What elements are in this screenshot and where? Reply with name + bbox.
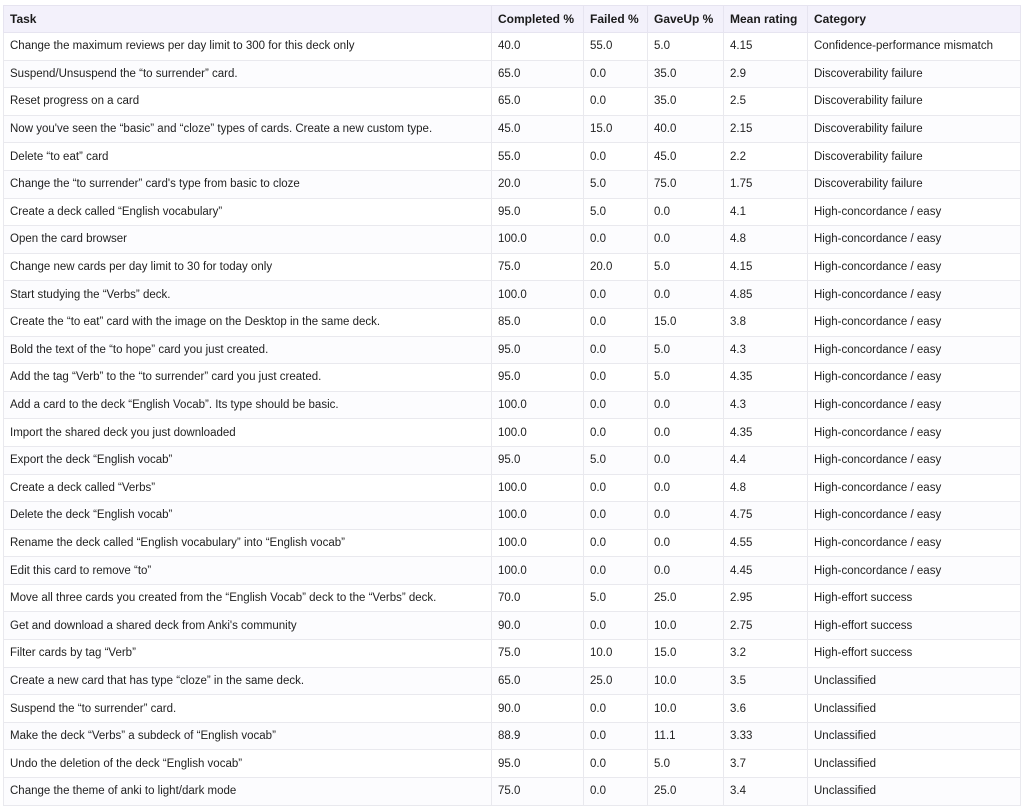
cell-completed: 75.0 [492,253,584,281]
cell-task: Create a deck called “English vocabulary” [4,198,492,226]
cell-failed: 0.0 [584,695,648,723]
table-row [4,281,1021,309]
cell-mean-rating: 2.2 [724,143,808,171]
cell-task: Reset progress on a card [4,88,492,116]
cell-category: Discoverability failure [808,88,1021,116]
header-category: Category [808,6,1021,33]
cell-mean-rating: 2.9 [724,60,808,88]
table-row [4,391,1021,419]
cell-mean-rating: 3.5 [724,667,808,695]
table-row [4,364,1021,392]
table-row [4,170,1021,198]
table-row [4,419,1021,447]
cell-gaveup: 5.0 [648,364,724,392]
table-row [4,115,1021,143]
table-body [4,33,1021,806]
cell-mean-rating: 4.55 [724,529,808,557]
cell-category: High-concordance / easy [808,474,1021,502]
cell-failed: 15.0 [584,115,648,143]
cell-failed: 0.0 [584,336,648,364]
cell-task: Change new cards per day limit to 30 for today only [4,253,492,281]
cell-task: Delete “to eat” card [4,143,492,171]
task-results-table [3,5,1021,806]
cell-failed: 25.0 [584,667,648,695]
header-failed: Failed % [584,6,648,33]
table-row [4,198,1021,226]
cell-category: High-effort success [808,640,1021,668]
table-row [4,778,1021,806]
cell-completed: 100.0 [492,419,584,447]
cell-failed: 55.0 [584,33,648,61]
cell-task: Bold the text of the “to hope” card you just created. [4,336,492,364]
cell-gaveup: 0.0 [648,557,724,585]
cell-task: Import the shared deck you just downloaded [4,419,492,447]
cell-completed: 95.0 [492,198,584,226]
cell-mean-rating: 3.4 [724,778,808,806]
cell-gaveup: 10.0 [648,612,724,640]
cell-task: Filter cards by tag “Verb” [4,640,492,668]
cell-gaveup: 10.0 [648,667,724,695]
cell-failed: 0.0 [584,612,648,640]
cell-failed: 0.0 [584,722,648,750]
cell-failed: 0.0 [584,502,648,530]
cell-category: High-concordance / easy [808,364,1021,392]
cell-failed: 0.0 [584,474,648,502]
cell-category: High-concordance / easy [808,308,1021,336]
cell-failed: 5.0 [584,170,648,198]
cell-completed: 100.0 [492,474,584,502]
cell-gaveup: 15.0 [648,308,724,336]
cell-mean-rating: 4.15 [724,33,808,61]
cell-mean-rating: 4.35 [724,364,808,392]
table-row [4,722,1021,750]
cell-failed: 0.0 [584,529,648,557]
table-row [4,143,1021,171]
cell-mean-rating: 2.75 [724,612,808,640]
cell-category: High-concordance / easy [808,502,1021,530]
cell-completed: 45.0 [492,115,584,143]
cell-gaveup: 0.0 [648,474,724,502]
cell-category: High-concordance / easy [808,557,1021,585]
cell-mean-rating: 4.75 [724,502,808,530]
cell-mean-rating: 4.15 [724,253,808,281]
cell-task: Change the maximum reviews per day limit to 300 for this deck only [4,33,492,61]
cell-task: Export the deck “English vocab” [4,446,492,474]
cell-task: Create a deck called “Verbs” [4,474,492,502]
cell-gaveup: 0.0 [648,419,724,447]
cell-failed: 0.0 [584,226,648,254]
cell-mean-rating: 4.45 [724,557,808,585]
cell-failed: 5.0 [584,584,648,612]
cell-failed: 20.0 [584,253,648,281]
table-row [4,640,1021,668]
cell-category: High-concordance / easy [808,226,1021,254]
header-row [4,6,1021,33]
cell-category: Discoverability failure [808,143,1021,171]
cell-mean-rating: 2.15 [724,115,808,143]
cell-mean-rating: 4.4 [724,446,808,474]
table-row [4,33,1021,61]
cell-failed: 10.0 [584,640,648,668]
cell-task: Edit this card to remove “to” [4,557,492,585]
cell-mean-rating: 3.7 [724,750,808,778]
cell-failed: 5.0 [584,198,648,226]
cell-completed: 75.0 [492,640,584,668]
cell-mean-rating: 2.95 [724,584,808,612]
cell-gaveup: 0.0 [648,391,724,419]
cell-task: Suspend/Unsuspend the “to surrender” card. [4,60,492,88]
cell-completed: 70.0 [492,584,584,612]
cell-category: High-concordance / easy [808,281,1021,309]
cell-mean-rating: 2.5 [724,88,808,116]
cell-mean-rating: 4.3 [724,336,808,364]
cell-failed: 0.0 [584,419,648,447]
cell-category: High-concordance / easy [808,336,1021,364]
cell-completed: 90.0 [492,695,584,723]
cell-task: Move all three cards you created from the “English Vocab” deck to the “Verbs” deck. [4,584,492,612]
table-row [4,695,1021,723]
table-row [4,446,1021,474]
cell-task: Add the tag “Verb” to the “to surrender” card you just created. [4,364,492,392]
table-row [4,667,1021,695]
cell-mean-rating: 4.1 [724,198,808,226]
cell-task: Open the card browser [4,226,492,254]
cell-completed: 75.0 [492,778,584,806]
cell-gaveup: 5.0 [648,253,724,281]
cell-failed: 0.0 [584,143,648,171]
cell-failed: 5.0 [584,446,648,474]
cell-completed: 100.0 [492,502,584,530]
cell-failed: 0.0 [584,750,648,778]
cell-completed: 40.0 [492,33,584,61]
cell-completed: 88.9 [492,722,584,750]
cell-gaveup: 0.0 [648,198,724,226]
cell-completed: 100.0 [492,226,584,254]
cell-completed: 100.0 [492,391,584,419]
cell-gaveup: 5.0 [648,336,724,364]
cell-category: High-concordance / easy [808,419,1021,447]
cell-gaveup: 5.0 [648,33,724,61]
cell-gaveup: 45.0 [648,143,724,171]
cell-category: High-effort success [808,584,1021,612]
cell-task: Undo the deletion of the deck “English vocab” [4,750,492,778]
cell-completed: 90.0 [492,612,584,640]
cell-gaveup: 35.0 [648,60,724,88]
cell-gaveup: 75.0 [648,170,724,198]
cell-category: High-concordance / easy [808,446,1021,474]
table-row [4,308,1021,336]
cell-category: Discoverability failure [808,60,1021,88]
task-results-table-container [3,5,1020,806]
header-gaveup: GaveUp % [648,6,724,33]
cell-mean-rating: 4.8 [724,474,808,502]
cell-category: High-effort success [808,612,1021,640]
cell-category: Unclassified [808,750,1021,778]
cell-failed: 0.0 [584,281,648,309]
cell-category: Unclassified [808,722,1021,750]
cell-failed: 0.0 [584,88,648,116]
cell-category: High-concordance / easy [808,198,1021,226]
cell-failed: 0.0 [584,364,648,392]
cell-mean-rating: 3.33 [724,722,808,750]
cell-completed: 95.0 [492,750,584,778]
cell-category: Unclassified [808,695,1021,723]
cell-task: Delete the deck “English vocab” [4,502,492,530]
cell-task: Create the “to eat” card with the image on the Desktop in the same deck. [4,308,492,336]
cell-completed: 65.0 [492,667,584,695]
cell-task: Get and download a shared deck from Anki's community [4,612,492,640]
cell-gaveup: 0.0 [648,446,724,474]
cell-completed: 20.0 [492,170,584,198]
cell-task: Rename the deck called “English vocabulary” into “English vocab” [4,529,492,557]
cell-failed: 0.0 [584,391,648,419]
table-row [4,226,1021,254]
cell-gaveup: 10.0 [648,695,724,723]
cell-gaveup: 0.0 [648,502,724,530]
cell-task: Make the deck “Verbs” a subdeck of “English vocab” [4,722,492,750]
header-task: Task [4,6,492,33]
cell-task: Suspend the “to surrender” card. [4,695,492,723]
table-row [4,529,1021,557]
cell-mean-rating: 3.6 [724,695,808,723]
table-row [4,474,1021,502]
cell-task: Create a new card that has type “cloze” in the same deck. [4,667,492,695]
cell-gaveup: 15.0 [648,640,724,668]
table-row [4,336,1021,364]
cell-completed: 55.0 [492,143,584,171]
cell-category: High-concordance / easy [808,529,1021,557]
cell-task: Start studying the “Verbs” deck. [4,281,492,309]
cell-mean-rating: 3.2 [724,640,808,668]
cell-completed: 85.0 [492,308,584,336]
cell-mean-rating: 4.35 [724,419,808,447]
cell-gaveup: 0.0 [648,226,724,254]
table-row [4,612,1021,640]
table-row [4,557,1021,585]
cell-gaveup: 40.0 [648,115,724,143]
cell-completed: 100.0 [492,557,584,585]
table-header [4,6,1021,33]
cell-gaveup: 25.0 [648,778,724,806]
cell-completed: 95.0 [492,336,584,364]
cell-mean-rating: 3.8 [724,308,808,336]
table-row [4,750,1021,778]
cell-failed: 0.0 [584,778,648,806]
cell-category: Unclassified [808,667,1021,695]
cell-gaveup: 11.1 [648,722,724,750]
cell-completed: 100.0 [492,529,584,557]
cell-completed: 100.0 [492,281,584,309]
cell-completed: 65.0 [492,60,584,88]
header-completed: Completed % [492,6,584,33]
cell-failed: 0.0 [584,308,648,336]
cell-mean-rating: 4.8 [724,226,808,254]
cell-gaveup: 0.0 [648,529,724,557]
table-row [4,253,1021,281]
cell-gaveup: 0.0 [648,281,724,309]
cell-task: Now you've seen the “basic” and “cloze” types of cards. Create a new custom type. [4,115,492,143]
cell-category: High-concordance / easy [808,253,1021,281]
cell-task: Change the theme of anki to light/dark mode [4,778,492,806]
table-row [4,88,1021,116]
cell-category: High-concordance / easy [808,391,1021,419]
cell-completed: 95.0 [492,364,584,392]
cell-task: Change the “to surrender” card's type from basic to cloze [4,170,492,198]
cell-gaveup: 25.0 [648,584,724,612]
cell-category: Discoverability failure [808,115,1021,143]
header-mean-rating: Mean rating [724,6,808,33]
table-row [4,60,1021,88]
cell-mean-rating: 4.3 [724,391,808,419]
cell-completed: 95.0 [492,446,584,474]
cell-failed: 0.0 [584,557,648,585]
cell-category: Confidence-performance mismatch [808,33,1021,61]
cell-gaveup: 35.0 [648,88,724,116]
table-row [4,584,1021,612]
cell-category: Discoverability failure [808,170,1021,198]
table-row [4,502,1021,530]
cell-completed: 65.0 [492,88,584,116]
cell-mean-rating: 1.75 [724,170,808,198]
cell-task: Add a card to the deck “English Vocab”. Its type should be basic. [4,391,492,419]
cell-failed: 0.0 [584,60,648,88]
cell-category: Unclassified [808,778,1021,806]
cell-mean-rating: 4.85 [724,281,808,309]
cell-gaveup: 5.0 [648,750,724,778]
